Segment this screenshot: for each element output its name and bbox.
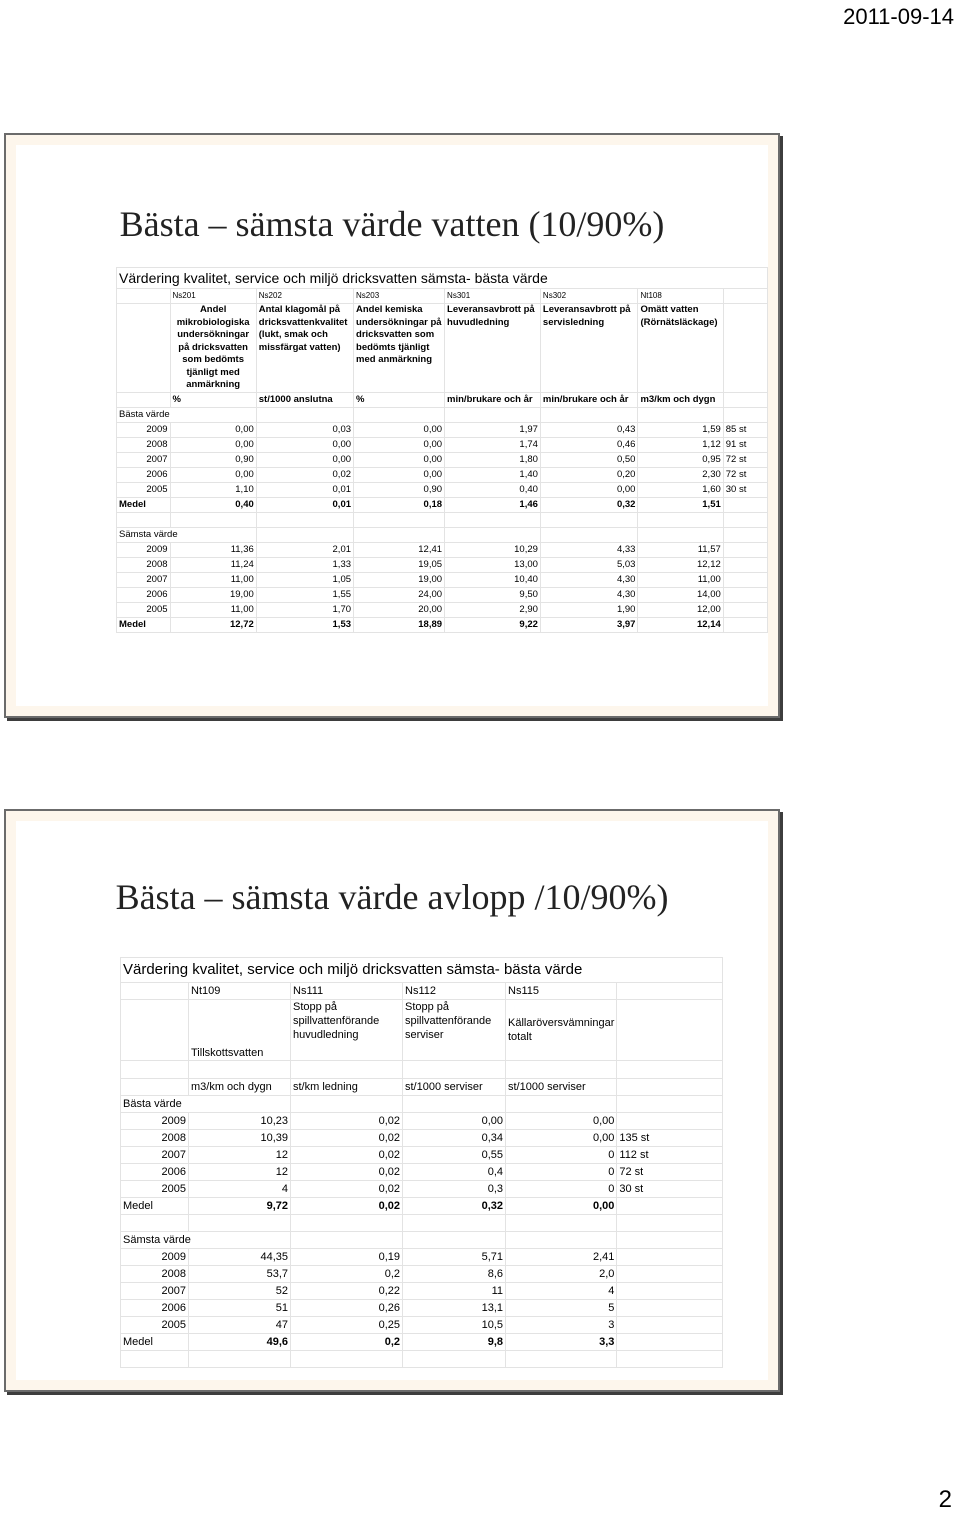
value-cell: 13,00 — [445, 558, 541, 573]
value-cell: 12 — [189, 1147, 291, 1164]
note-cell: 72 st — [723, 453, 767, 468]
value-cell: 2,90 — [445, 603, 541, 618]
table-row — [121, 1181, 723, 1198]
value-cell: 0,00 — [256, 453, 353, 468]
value-cell: 11,00 — [170, 573, 256, 588]
column-header: Leveransavbrott på servisledning — [540, 304, 638, 393]
value-cell: 1,97 — [445, 423, 541, 438]
note-cell: 30 st — [723, 483, 767, 498]
value-cell: 1,33 — [256, 558, 353, 573]
mean-value: 3,97 — [540, 618, 638, 633]
value-cell: 0,20 — [540, 468, 638, 483]
slide-title: Bästa – sämsta värde vatten (10/90%) — [119, 204, 665, 244]
mean-value: 9,72 — [189, 1198, 291, 1215]
column-header: Andel mikrobiologiska undersökningar på dricksvatten som bedömts tjänligt med anmärkning — [170, 304, 256, 393]
column-header: Leveransavbrott på huvudledning — [445, 304, 541, 393]
unit-cell: st/1000 serviser — [403, 1079, 506, 1096]
mean-row — [117, 618, 768, 633]
mean-label: Medel — [117, 498, 171, 513]
unit-cell: st/km ledning — [291, 1079, 403, 1096]
value-cell: 0,46 — [540, 438, 638, 453]
year-cell: 2007 — [117, 453, 171, 468]
table-row — [121, 1266, 723, 1283]
value-cell: 0,03 — [256, 423, 353, 438]
value-cell: 11 — [403, 1283, 506, 1300]
value-cell: 0,02 — [291, 1113, 403, 1130]
year-cell: 2006 — [117, 588, 171, 603]
value-cell: 0,00 — [506, 1130, 617, 1147]
value-cell: 0,00 — [540, 483, 638, 498]
unit-cell: m3/km och dygn — [638, 393, 723, 408]
value-cell: 1,10 — [170, 483, 256, 498]
value-cell: 10,23 — [189, 1113, 291, 1130]
code-cell: Ns302 — [540, 289, 638, 304]
note-cell: 135 st — [617, 1130, 723, 1147]
mean-value: 0,2 — [291, 1334, 403, 1351]
value-cell: 0,34 — [403, 1130, 506, 1147]
value-cell: 0,43 — [540, 423, 638, 438]
year-cell: 2009 — [117, 543, 171, 558]
value-cell: 12,12 — [638, 558, 723, 573]
value-cell: 0,2 — [291, 1266, 403, 1283]
year-cell: 2005 — [121, 1181, 189, 1198]
value-cell: 11,24 — [170, 558, 256, 573]
table-row — [121, 1147, 723, 1164]
value-cell: 5,03 — [540, 558, 638, 573]
value-cell: 0,00 — [170, 438, 256, 453]
mean-row — [121, 1334, 723, 1351]
table-row — [117, 573, 768, 588]
value-cell: 0,00 — [170, 423, 256, 438]
code-cell: Nt109 — [189, 983, 291, 1000]
mean-value: 0,18 — [354, 498, 445, 513]
mean-value: 1,46 — [445, 498, 541, 513]
unit-cell: min/brukare och år — [540, 393, 638, 408]
mean-value: 0,01 — [256, 498, 353, 513]
table-row — [121, 1130, 723, 1147]
mean-value: 0,02 — [291, 1198, 403, 1215]
column-header: Tillskottsvatten — [189, 1000, 291, 1061]
value-cell: 2,30 — [638, 468, 723, 483]
value-cell: 0 — [506, 1181, 617, 1198]
value-cell: 2,0 — [506, 1266, 617, 1283]
value-cell: 47 — [189, 1317, 291, 1334]
value-cell: 4,33 — [540, 543, 638, 558]
value-cell: 0,02 — [256, 468, 353, 483]
value-cell: 1,80 — [445, 453, 541, 468]
value-cell: 0,01 — [256, 483, 353, 498]
note-cell: 91 st — [723, 438, 767, 453]
value-cell: 0,3 — [403, 1181, 506, 1198]
year-cell: 2009 — [121, 1113, 189, 1130]
value-cell: 24,00 — [354, 588, 445, 603]
mean-value: 0,00 — [506, 1198, 617, 1215]
column-header: Omätt vatten (Rörnätsläckage) — [638, 304, 723, 393]
year-cell: 2009 — [117, 423, 171, 438]
value-cell: 0,25 — [291, 1317, 403, 1334]
mean-value: 0,32 — [540, 498, 638, 513]
mean-value: 9,8 — [403, 1334, 506, 1351]
section-label: Bästa värde — [121, 1096, 291, 1113]
avlopp-table — [120, 957, 723, 1368]
value-cell: 0,90 — [354, 483, 445, 498]
value-cell: 9,50 — [445, 588, 541, 603]
value-cell: 0,50 — [540, 453, 638, 468]
mean-value: 9,22 — [445, 618, 541, 633]
mean-label: Medel — [121, 1334, 189, 1351]
year-cell: 2006 — [121, 1164, 189, 1181]
table-row — [121, 1113, 723, 1130]
value-cell: 0,00 — [256, 438, 353, 453]
year-cell: 2008 — [117, 438, 171, 453]
note-cell: 112 st — [617, 1147, 723, 1164]
table-row — [117, 543, 768, 558]
value-cell: 0,95 — [638, 453, 723, 468]
table-row — [121, 1300, 723, 1317]
table-row — [117, 603, 768, 618]
value-cell: 1,59 — [638, 423, 723, 438]
mean-value: 12,14 — [638, 618, 723, 633]
value-cell: 5 — [506, 1300, 617, 1317]
value-cell: 0,00 — [170, 468, 256, 483]
value-cell: 4,30 — [540, 588, 638, 603]
year-cell: 2008 — [117, 558, 171, 573]
value-cell: 51 — [189, 1300, 291, 1317]
code-cell: Ns112 — [403, 983, 506, 1000]
code-cell: Ns201 — [170, 289, 256, 304]
value-cell: 0,22 — [291, 1283, 403, 1300]
code-cell: Ns202 — [256, 289, 353, 304]
page-number: 2 — [938, 1486, 952, 1513]
value-cell: 20,00 — [354, 603, 445, 618]
value-cell: 19,05 — [354, 558, 445, 573]
unit-cell: st/1000 serviser — [506, 1079, 617, 1096]
mean-label: Medel — [121, 1198, 189, 1215]
value-cell: 10,40 — [445, 573, 541, 588]
note-cell — [617, 1113, 723, 1130]
mean-value: 18,89 — [354, 618, 445, 633]
mean-value: 49,6 — [189, 1334, 291, 1351]
unit-cell: % — [170, 393, 256, 408]
value-cell: 19,00 — [170, 588, 256, 603]
value-cell: 1,12 — [638, 438, 723, 453]
value-cell: 53,7 — [189, 1266, 291, 1283]
table-row — [117, 588, 768, 603]
note-cell: 85 st — [723, 423, 767, 438]
note-cell: 72 st — [617, 1164, 723, 1181]
value-cell: 11,00 — [638, 573, 723, 588]
note-cell: 30 st — [617, 1181, 723, 1198]
value-cell: 10,5 — [403, 1317, 506, 1334]
document-date: 2011-09-14 — [843, 4, 954, 29]
column-header: Källaröversvämningar totalt — [506, 1000, 617, 1061]
value-cell: 0,4 — [403, 1164, 506, 1181]
value-cell: 11,36 — [170, 543, 256, 558]
table-row — [117, 423, 768, 438]
value-cell: 11,00 — [170, 603, 256, 618]
section-label: Sämsta värde — [121, 1232, 291, 1249]
value-cell: 0 — [506, 1164, 617, 1181]
value-cell: 12,41 — [354, 543, 445, 558]
unit-cell: m3/km och dygn — [189, 1079, 291, 1096]
value-cell: 0,40 — [445, 483, 541, 498]
year-cell: 2007 — [117, 573, 171, 588]
value-cell: 1,60 — [638, 483, 723, 498]
value-cell: 0,00 — [506, 1113, 617, 1130]
year-cell: 2008 — [121, 1266, 189, 1283]
table-row — [121, 1164, 723, 1181]
mean-value: 12,72 — [170, 618, 256, 633]
year-cell: 2005 — [117, 603, 171, 618]
value-cell: 1,74 — [445, 438, 541, 453]
mean-value: 1,53 — [256, 618, 353, 633]
column-header: Antal klagomål på dricksvattenkvalitet (lukt, smak och missfärgat vatten) — [256, 304, 353, 393]
value-cell: 0,02 — [291, 1147, 403, 1164]
value-cell: 1,05 — [256, 573, 353, 588]
value-cell: 44,35 — [189, 1249, 291, 1266]
value-cell: 3 — [506, 1317, 617, 1334]
value-cell: 2,41 — [506, 1249, 617, 1266]
table-row — [117, 468, 768, 483]
value-cell: 12,00 — [638, 603, 723, 618]
code-cell: Ns111 — [291, 983, 403, 1000]
mean-value: 0,32 — [403, 1198, 506, 1215]
table-row — [117, 438, 768, 453]
value-cell: 0,26 — [291, 1300, 403, 1317]
value-cell: 4 — [506, 1283, 617, 1300]
slide-title: Bästa – sämsta värde avlopp /10/90%) — [115, 877, 669, 917]
table-row — [121, 1249, 723, 1266]
value-cell: 5,71 — [403, 1249, 506, 1266]
year-cell: 2006 — [121, 1300, 189, 1317]
code-cell: Nt108 — [638, 289, 723, 304]
section-label: Bästa värde — [117, 408, 257, 423]
year-cell: 2007 — [121, 1283, 189, 1300]
year-cell: 2007 — [121, 1147, 189, 1164]
column-header: Andel kemiska undersökningar på dricksvatten som bedömts tjänligt med anmärkning — [354, 304, 445, 393]
value-cell: 0,55 — [403, 1147, 506, 1164]
value-cell: 1,40 — [445, 468, 541, 483]
table-caption: Värdering kvalitet, service och miljö dricksvatten sämsta- bästa värde — [117, 268, 768, 289]
value-cell: 11,57 — [638, 543, 723, 558]
year-cell: 2009 — [121, 1249, 189, 1266]
table-row — [117, 483, 768, 498]
value-cell: 0,19 — [291, 1249, 403, 1266]
year-cell: 2006 — [117, 468, 171, 483]
value-cell: 0,00 — [354, 423, 445, 438]
value-cell: 10,39 — [189, 1130, 291, 1147]
table-row — [121, 1283, 723, 1300]
unit-cell: st/1000 anslutna — [256, 393, 353, 408]
slide-content — [16, 145, 768, 706]
value-cell: 13,1 — [403, 1300, 506, 1317]
vatten-table — [116, 267, 768, 633]
value-cell: 52 — [189, 1283, 291, 1300]
mean-value: 3,3 — [506, 1334, 617, 1351]
value-cell: 1,55 — [256, 588, 353, 603]
column-header: Stopp på spillvattenförande huvudledning — [291, 1000, 403, 1061]
slide-content — [16, 821, 768, 1380]
mean-label: Medel — [117, 618, 171, 633]
year-cell: 2005 — [117, 483, 171, 498]
value-cell: 0 — [506, 1147, 617, 1164]
value-cell: 2,01 — [256, 543, 353, 558]
code-cell: Ns203 — [354, 289, 445, 304]
value-cell: 0,00 — [354, 438, 445, 453]
value-cell: 12 — [189, 1164, 291, 1181]
unit-cell: min/brukare och år — [445, 393, 541, 408]
slide-vatten — [4, 133, 780, 718]
value-cell: 14,00 — [638, 588, 723, 603]
table-row — [117, 558, 768, 573]
value-cell: 4,30 — [540, 573, 638, 588]
table-caption: Värdering kvalitet, service och miljö dricksvatten sämsta- bästa värde — [121, 958, 723, 983]
table-row — [117, 453, 768, 468]
unit-cell: % — [354, 393, 445, 408]
value-cell: 10,29 — [445, 543, 541, 558]
code-cell: Ns301 — [445, 289, 541, 304]
value-cell: 0,02 — [291, 1164, 403, 1181]
value-cell: 8,6 — [403, 1266, 506, 1283]
value-cell: 0,00 — [354, 468, 445, 483]
column-header: Stopp på spillvattenförande serviser — [403, 1000, 506, 1061]
value-cell: 0,90 — [170, 453, 256, 468]
slide-avlopp — [4, 809, 780, 1392]
year-cell: 2008 — [121, 1130, 189, 1147]
mean-row — [117, 498, 768, 513]
mean-value: 0,40 — [170, 498, 256, 513]
code-cell: Ns115 — [506, 983, 617, 1000]
value-cell: 0,00 — [403, 1113, 506, 1130]
year-cell: 2005 — [121, 1317, 189, 1334]
note-cell: 72 st — [723, 468, 767, 483]
value-cell: 0,00 — [354, 453, 445, 468]
value-cell: 1,90 — [540, 603, 638, 618]
value-cell: 1,70 — [256, 603, 353, 618]
table-row — [121, 1317, 723, 1334]
value-cell: 0,02 — [291, 1181, 403, 1198]
value-cell: 0,02 — [291, 1130, 403, 1147]
mean-value: 1,51 — [638, 498, 723, 513]
section-label: Sämsta värde — [117, 528, 257, 543]
value-cell: 4 — [189, 1181, 291, 1198]
mean-row — [121, 1198, 723, 1215]
value-cell: 19,00 — [354, 573, 445, 588]
